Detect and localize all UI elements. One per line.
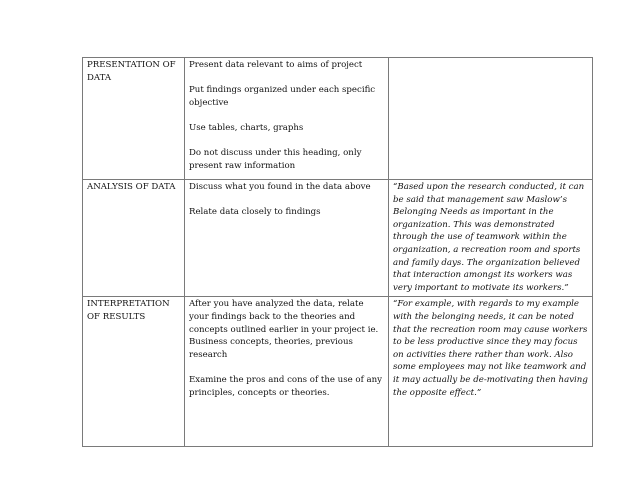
instruction-text: Discuss what you found in the data above (189, 182, 371, 192)
instruction-text: Relate data closely to findings (189, 207, 321, 218)
table-row-presentation (83, 58, 593, 180)
example-cell (389, 297, 593, 447)
instructions-cell (185, 297, 389, 447)
instruction-text: Examine the pros and cons of the use of any principles, concepts or theories. (189, 374, 383, 398)
row-heading: PRESENTATION OF DATA (83, 58, 185, 180)
table-row-analysis (83, 180, 593, 297)
instructions-cell (185, 180, 389, 297)
example-cell (389, 58, 593, 180)
example-text: “For example, with regards to my example with the belonging needs, it can be noted that the recreation room may cause workers to be less productive since they may focus on activities there rather than work. Also some employees may not like teamwork and it may actually be de-motivating then having the opposite effect.” (393, 299, 588, 398)
example-text: “Based upon the research conducted, it can be said that management saw Maslow’s Belonging Needs as important in the organization. This was demonstrated through the use of teamwork within the organization, a recreation room and sports and family days. The organization believed that interaction amongst its workers was very important to motivate its workers.” (393, 182, 585, 293)
instruction-text: Do not discuss under this heading, only present raw information (189, 148, 362, 171)
instruction-text: Present data relevant to aims of project (189, 60, 363, 70)
instructions-cell (185, 58, 389, 180)
instruction-text: Use tables, charts, graphs (189, 122, 304, 133)
row-heading: ANALYSIS OF DATA (83, 180, 185, 297)
instruction-text: After you have analyzed the data, relate your findings back to the theories and concepts outlined earlier in your project ie. Business concepts, theories, previous research (189, 299, 379, 360)
example-cell (389, 180, 593, 297)
guide-table (82, 57, 593, 447)
row-heading: INTERPRETATION OF RESULTS (83, 297, 185, 447)
instruction-text: Put findings organized under each specific objective (189, 85, 376, 108)
table-row-interpretation (83, 297, 593, 447)
